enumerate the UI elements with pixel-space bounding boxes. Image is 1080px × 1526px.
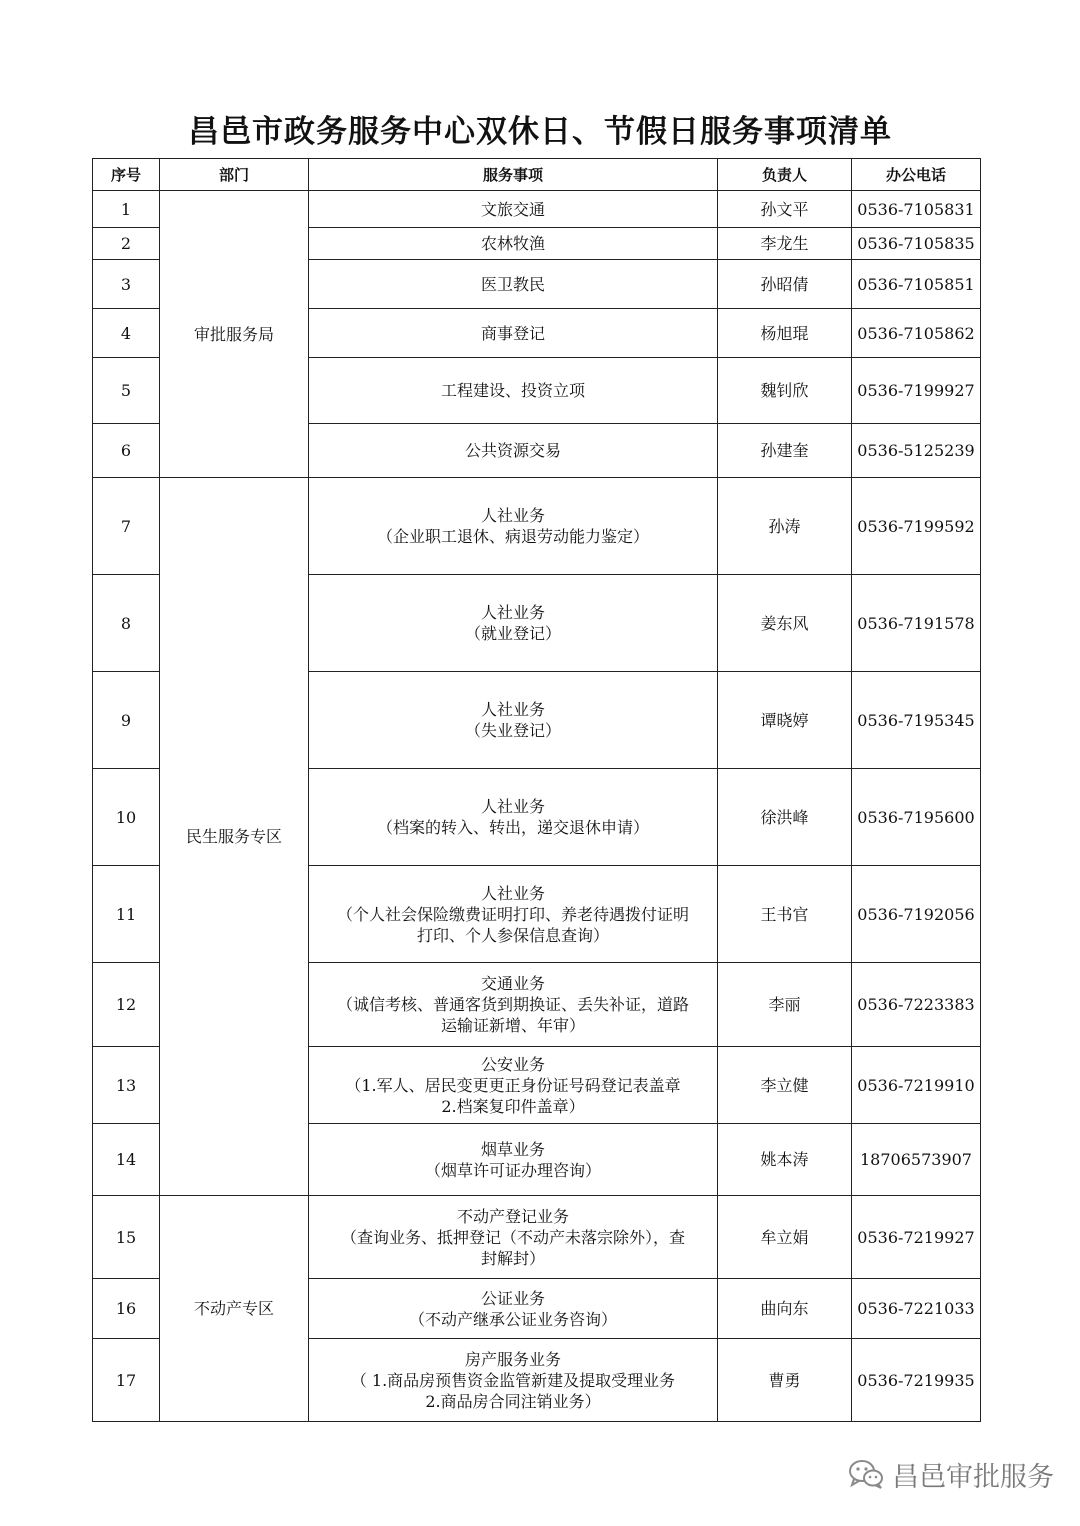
row-person: 李龙生 (718, 228, 852, 260)
row-seq: 7 (93, 478, 160, 575)
row-service (309, 575, 718, 672)
service-detail-cont: 打印、个人参保信息查询） (416, 925, 609, 945)
row-phone: 0536-7105831 (852, 191, 981, 228)
row-person: 杨旭琨 (718, 309, 852, 358)
row-seq: 8 (93, 575, 160, 672)
wechat-icon (848, 1458, 884, 1490)
dept-cell-approval: 审批服务局 (160, 191, 309, 478)
row-phone: 0536-5125239 (852, 424, 981, 478)
header-row (93, 159, 981, 191)
row-phone: 0536-7219935 (852, 1339, 981, 1422)
row-person: 王书官 (718, 866, 852, 963)
row-phone: 0536-7195345 (852, 672, 981, 769)
row-service (309, 1339, 718, 1422)
watermark-text: 昌邑审批服务 (892, 1461, 1054, 1493)
row-seq: 6 (93, 424, 160, 478)
service-title: 人社业务 (480, 700, 545, 719)
page-title: 昌邑市政务服务中心双休日、节假日服务事项清单 (188, 114, 892, 150)
row-service (309, 963, 718, 1047)
service-detail: （ 1.商品房预售资金监管新建及提取受理业务 (350, 1370, 676, 1390)
row-phone: 0536-7219910 (852, 1047, 981, 1124)
row-service: 文旅交通 (309, 191, 718, 228)
row-phone: 0536-7219927 (852, 1196, 981, 1279)
service-detail: （查询业务、抵押登记（不动产未落宗除外），查 (340, 1227, 685, 1247)
header-seq: 序号 (93, 159, 160, 191)
header-phone: 办公电话 (852, 159, 981, 191)
row-person: 曲向东 (718, 1279, 852, 1339)
row-seq: 2 (93, 228, 160, 260)
row-seq: 15 (93, 1196, 160, 1279)
service-detail: （诚信考核、普通客货到期换证、丢失补证，道路 (336, 995, 689, 1014)
row-phone: 0536-7105851 (852, 260, 981, 309)
row-service (309, 769, 718, 866)
service-title: 公证业务 (480, 1288, 545, 1308)
row-person: 李丽 (718, 963, 852, 1047)
row-service: 商事登记 (309, 309, 718, 358)
row-service: 工程建设、投资立项 (309, 358, 718, 424)
row-person: 魏钊欣 (718, 358, 852, 424)
row-service: 医卫教民 (309, 260, 718, 309)
service-detail: （失业登记） (464, 721, 561, 740)
service-detail: （个人社会保险缴费证明打印、养老待遇拨付证明 (336, 904, 689, 924)
service-detail-cont: 2.档案复印件盖章） (441, 1096, 585, 1116)
header-dept: 部门 (160, 159, 309, 191)
row-seq: 17 (93, 1339, 160, 1422)
row-seq: 11 (93, 866, 160, 963)
service-detail: （就业登记） (464, 624, 561, 643)
service-title: 烟草业务 (480, 1139, 545, 1159)
row-phone: 0536-7105835 (852, 228, 981, 260)
service-detail: （不动产继承公证业务咨询） (408, 1309, 617, 1329)
service-title: 公安业务 (480, 1054, 545, 1074)
service-detail-cont: 运输证新增、年审） (440, 1016, 585, 1035)
row-seq: 9 (93, 672, 160, 769)
service-detail: （烟草许可证办理咨询） (424, 1160, 601, 1180)
service-title: 人社业务 (480, 603, 545, 622)
service-detail: （档案的转入、转出，递交退休申请） (376, 818, 649, 837)
row-service (309, 1196, 718, 1279)
row-person: 孙文平 (718, 191, 852, 228)
dept-cell-livelihood: 民生服务专区 (160, 478, 309, 1196)
row-phone: 0536-7105862 (852, 309, 981, 358)
table-row (93, 478, 981, 575)
service-table (92, 158, 981, 1422)
row-person: 曹勇 (718, 1339, 852, 1422)
row-service (309, 478, 718, 575)
service-detail: （企业职工退休、病退劳动能力鉴定） (376, 527, 649, 546)
row-service (309, 672, 718, 769)
service-title: 人社业务 (480, 506, 545, 525)
row-seq: 3 (93, 260, 160, 309)
row-person: 牟立娟 (718, 1196, 852, 1279)
row-person: 孙建奎 (718, 424, 852, 478)
dept-cell-realestate: 不动产专区 (160, 1196, 309, 1422)
row-seq: 13 (93, 1047, 160, 1124)
row-person: 谭晓婷 (718, 672, 852, 769)
row-seq: 12 (93, 963, 160, 1047)
row-person: 李立健 (718, 1047, 852, 1124)
row-phone: 0536-7223383 (852, 963, 981, 1047)
row-phone: 0536-7199927 (852, 358, 981, 424)
header-service: 服务事项 (309, 159, 718, 191)
table-row (93, 191, 981, 228)
row-service (309, 866, 718, 963)
row-person: 姚本涛 (718, 1124, 852, 1196)
service-title: 人社业务 (480, 797, 545, 816)
row-service: 公共资源交易 (309, 424, 718, 478)
row-person: 孙涛 (718, 478, 852, 575)
row-person: 徐洪峰 (718, 769, 852, 866)
row-seq: 1 (93, 191, 160, 228)
row-service (309, 1047, 718, 1124)
row-phone: 0536-7191578 (852, 575, 981, 672)
row-phone: 18706573907 (852, 1124, 981, 1196)
row-person: 姜东风 (718, 575, 852, 672)
row-seq: 10 (93, 769, 160, 866)
row-phone: 0536-7192056 (852, 866, 981, 963)
row-seq: 5 (93, 358, 160, 424)
row-seq: 16 (93, 1279, 160, 1339)
row-service: 农林牧渔 (309, 228, 718, 260)
row-phone: 0536-7221033 (852, 1279, 981, 1339)
row-seq: 4 (93, 309, 160, 358)
service-detail: （1.军人、居民变更更正身份证号码登记表盖章 (345, 1075, 681, 1095)
row-service (309, 1124, 718, 1196)
header-person: 负责人 (718, 159, 852, 191)
row-phone: 0536-7195600 (852, 769, 981, 866)
row-phone: 0536-7199592 (852, 478, 981, 575)
service-title: 交通业务 (480, 974, 545, 993)
row-service (309, 1279, 718, 1339)
service-title: 房产服务业务 (464, 1349, 561, 1369)
watermark (848, 1454, 1054, 1494)
table-row (93, 1196, 981, 1279)
row-seq: 14 (93, 1124, 160, 1196)
service-detail-cont: 2.商品房合同注销业务） (425, 1391, 601, 1411)
service-detail-cont: 封解封） (480, 1248, 545, 1268)
row-person: 孙昭倩 (718, 260, 852, 309)
service-title: 人社业务 (480, 883, 545, 903)
service-title: 不动产登记业务 (456, 1206, 569, 1226)
